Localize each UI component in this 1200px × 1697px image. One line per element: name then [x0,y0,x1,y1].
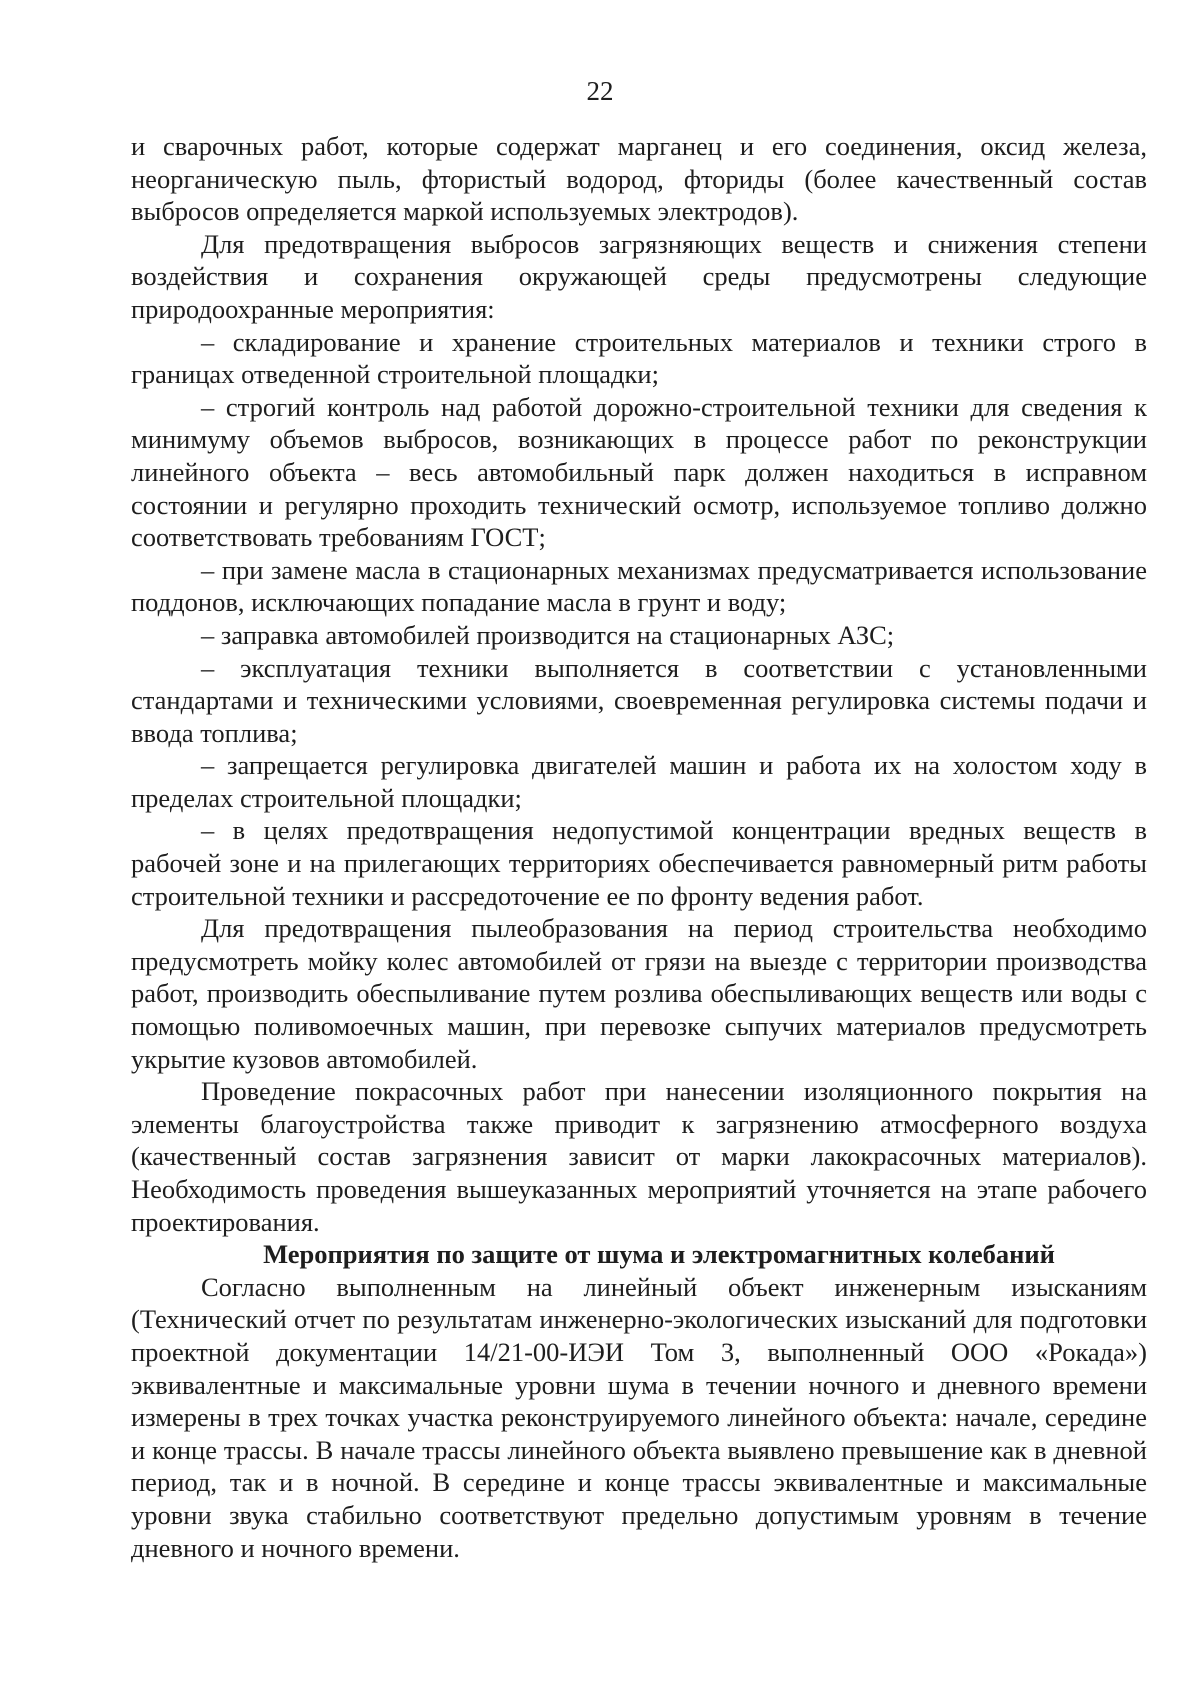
document-body [131,130,1147,1564]
list-item-operation-standards: – эксплуатация техники выполняется в соответствии с установленными стандартами и техническими условиями, своевременная регулировка системы подачи и ввода топлива; [131,652,1147,748]
list-item-work-rhythm: – в целях предотвращения недопустимой концентрации вредных веществ в рабочей зоне и на прилегающих территориях обеспечивается равномерный ритм работы строительной техники и рассредоточение ее по фронту ведения работ. [131,815,1147,911]
list-item-refueling: – заправка автомобилей производится на стационарных АЗС; [201,619,895,650]
paragraph-measures-intro: Для предотвращения выбросов загрязняющих веществ и снижения степени воздействия и сохранения окружающей среды предусмотрены следующие природоохранные мероприятия: [131,228,1147,324]
page-number: 22 [586,76,614,106]
list-item-oil-change: – при замене масла в стационарных механизмах предусматривается использование поддонов, исключающих попадание масла в грунт и воду; [131,554,1147,618]
list-item-equipment-control: – строгий контроль над работой дорожно-строительной техники для сведения к минимуму объемов выбросов, возникающих в процессе работ по реконструкции линейного объекта – весь автомобильный парк должен находиться в исправном состоянии и регулярно проходить технический осмотр, используемое топливо должно соответствовать требованиям ГОСТ; [131,391,1147,553]
paragraph-noise-surveys: Согласно выполненным на линейный объект инженерным изысканиям (Технический отчет по результатам инженерно-экологических изысканий для подготовки проектной документации 14/21-00-ИЭИ Том 3, выполненный ООО «Рокада») эквивалентные и максимальные уровни шума в течении ночного и дневного времени измерены в трех точках участка реконструируемого линейного объекта: начале, середине и конце трассы. В начале трассы линейного объекта выявлено превышение как в дневной период, так и в ночной. В середине и конце трассы эквивалентные и максимальные уровни звука стабильно соответствуют предельно допустимым уровням в течение дневного и ночного времени. [131,1271,1147,1563]
paragraph-dust-prevention: Для предотвращения пылеобразования на период строительства необходимо предусмотреть мойку колес автомобилей от грязи на выезде с территории производства работ, производить обеспыливание путем розлива обеспыливающих веществ или воды с помощью поливомоечных машин, при перевозке сыпучих материалов предусмотреть укрытие кузовов автомобилей. [131,913,1147,1074]
paragraph-welding-emissions: и сварочных работ, которые содержат марганец и его соединения, оксид железа, неорганическую пыль, фтористый водород, фториды (более качественный состав выбросов определяется маркой используемых электродов). [131,131,1147,227]
paragraph-painting-works: Проведение покрасочных работ при нанесении изоляционного покрытия на элементы благоустройства также приводит к загрязнению атмосферного воздуха (качественный состав загрязнения зависит от марки лакокрасочных материалов). Необходимость проведения вышеуказанных мероприятий уточняется на этапе рабочего проектирования. [131,1076,1147,1237]
section-heading-noise: Мероприятия по защите от шума и электромагнитных колебаний [263,1239,1055,1270]
list-item-idle-ban: – запрещается регулировка двигателей машин и работа их на холостом ходу в пределах строительной площадки; [131,750,1147,813]
list-item-storage: – складирование и хранение строительных материалов и техники строго в границах отведенной строительной площадки; [131,326,1147,390]
